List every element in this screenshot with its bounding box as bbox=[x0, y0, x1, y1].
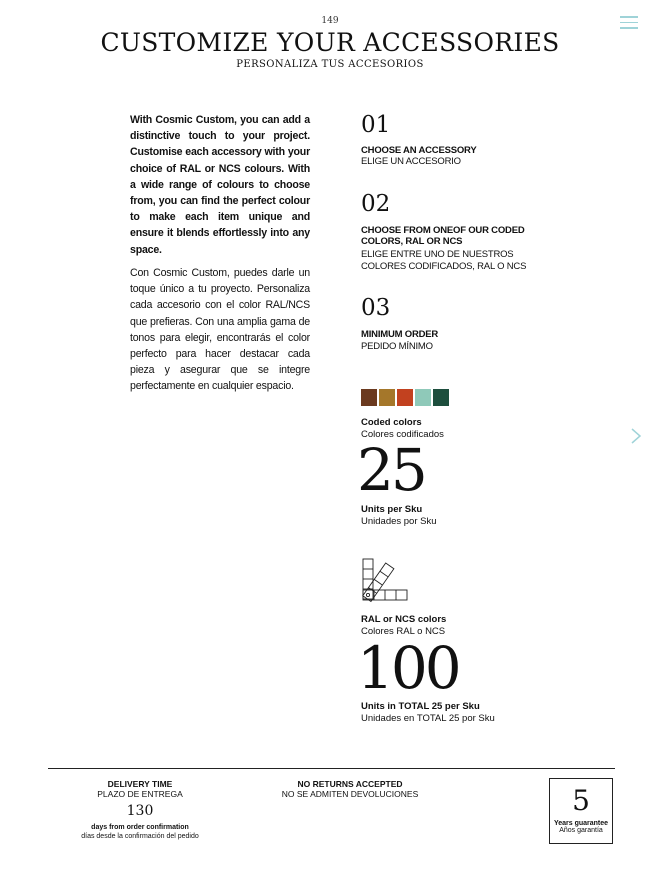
color-fan-deck-icon bbox=[361, 557, 409, 603]
step-subtitle: PEDIDO MÍNIMO bbox=[361, 341, 433, 352]
step-title: MINIMUM ORDER bbox=[361, 329, 439, 340]
step-number: 03 bbox=[361, 295, 391, 321]
step-title: CHOOSE FROM ONEOF OUR CODED COLORS, RAL OR NCS bbox=[361, 225, 525, 247]
coded-colors-subtitle: Colores codificados bbox=[361, 429, 444, 440]
step-number: 02 bbox=[361, 191, 391, 217]
guarantee-label: Years guarantee bbox=[553, 820, 609, 827]
color-swatch bbox=[415, 389, 431, 406]
coded-units-number: 25 bbox=[357, 436, 425, 504]
step-subtitle: ELIGE UN ACCESORIO bbox=[361, 156, 461, 167]
delivery-note-es: días desde la confirmación del pedido bbox=[81, 833, 199, 840]
color-swatch bbox=[379, 389, 395, 406]
ral-units-label: Units in TOTAL 25 per Sku bbox=[361, 701, 480, 712]
intro-spanish: Con Cosmic Custom, puedes darle un toque único a tu proyecto. Personaliza cada accesorio con el color RAL/NCS que prefieras. Con una amplia gama de tonos para elegir, encontrarás el color perfecto para hacer destacar cada pieza y asegurar que se integre perfectamente en cualquier espacio. bbox=[130, 267, 310, 393]
page-number: 149 bbox=[321, 16, 339, 26]
footer-divider bbox=[48, 768, 615, 769]
step-number: 01 bbox=[361, 112, 391, 138]
guarantee-label-es: Años garantía bbox=[559, 827, 603, 834]
delivery-time-label: DELIVERY TIME bbox=[107, 779, 173, 789]
chevron-right-icon[interactable] bbox=[630, 427, 642, 445]
page-title: CUSTOMIZE YOUR ACCESSORIES bbox=[100, 28, 560, 57]
color-swatches bbox=[361, 389, 449, 406]
ral-colors-title: RAL or NCS colors bbox=[361, 614, 447, 625]
color-swatch bbox=[433, 389, 449, 406]
delivery-time-label-es: PLAZO DE ENTREGA bbox=[97, 789, 183, 799]
coded-units-label: Units per Sku bbox=[361, 504, 423, 515]
coded-colors-title: Coded colors bbox=[361, 417, 422, 428]
color-swatch bbox=[361, 389, 377, 406]
ral-units-label-es: Unidades en TOTAL 25 por Sku bbox=[361, 713, 495, 724]
returns-label-es: NO SE ADMITEN DEVOLUCIONES bbox=[281, 789, 419, 799]
intro-english: With Cosmic Custom, you can add a distinctive touch to your project. Customise each accessory with your choice of RAL or NCS colours. With a wide range of colours to choose from, you can find the perfect colour to make each item unique and ensure it blends effortlessly into any space. bbox=[130, 114, 310, 256]
page-subtitle: PERSONALIZA TUS ACCESORIOS bbox=[236, 59, 424, 70]
step-title: CHOOSE AN ACCESSORY bbox=[361, 145, 477, 156]
delivery-note: days from order confirmation bbox=[91, 824, 189, 831]
step-subtitle: ELIGE ENTRE UNO DE NUESTROS COLORES CODIFICADOS, RAL O NCS bbox=[361, 249, 527, 272]
ral-units-number: 100 bbox=[357, 634, 459, 702]
color-swatch bbox=[397, 389, 413, 406]
hamburger-menu-icon[interactable] bbox=[620, 16, 638, 32]
guarantee-box bbox=[549, 778, 613, 844]
delivery-days: 130 bbox=[126, 803, 154, 819]
returns-label: NO RETURNS ACCEPTED bbox=[297, 779, 403, 789]
guarantee-years: 5 bbox=[572, 784, 590, 817]
ral-colors-subtitle: Colores RAL o NCS bbox=[361, 626, 446, 637]
coded-units-label-es: Unidades por Sku bbox=[361, 516, 437, 527]
